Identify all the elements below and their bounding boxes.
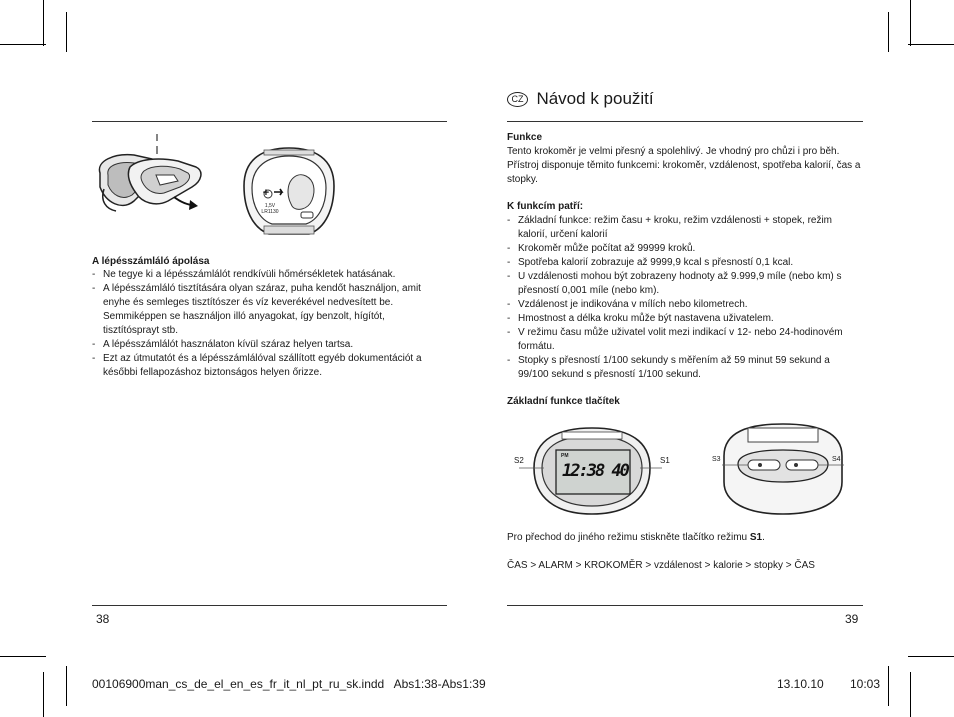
crop-mark xyxy=(66,12,67,52)
list-item: - U vzdálenosti mohou být zobrazeny hodnoty až 9.999,9 míle (nebo km) s přesností 0,001 míle (nebo km). xyxy=(507,270,859,298)
care-list xyxy=(92,268,442,380)
mode-sequence: ČAS > ALARM > KROKOMĚR > vzdálenost > kalorie > stopky > ČAS xyxy=(507,560,815,571)
lcd-time-readout: 12:38 40 xyxy=(562,461,628,481)
button-label-s2: S2 xyxy=(514,456,524,465)
crop-mark xyxy=(0,656,46,657)
crop-mark xyxy=(910,0,911,46)
battery-label: 1,5V LR1130 xyxy=(261,203,279,215)
buttons-heading: Základní funkce tlačítek xyxy=(507,396,620,407)
features-list xyxy=(507,214,859,382)
crop-mark xyxy=(908,44,954,45)
section-title-care: A lépésszámláló ápolása xyxy=(92,256,210,267)
footer-filename: 00106900man_cs_de_el_en_es_fr_it_nl_pt_ru_sk.indd Abs1:38-Abs1:39 xyxy=(92,677,486,691)
funkce-text: Tento krokoměr je velmi přesný a spolehlivý. Je vhodný pro chůzi i pro běh. Přístroj disponuje těmito funkcemi: krokoměr, vzdálenost, spotřeba kalorií, čas a stopky. xyxy=(507,146,861,185)
battery-compartment-illustration xyxy=(234,146,344,238)
list-item: - V režimu času může uživatel volit mezi indikací v 12- nebo 24-hodinovém formátu. xyxy=(507,326,859,354)
list-item: - Stopky s přesností 1/100 sekundy s měřením až 59 minut 59 sekund a 99/100 sekund s přesností 1/100 sekund. xyxy=(507,354,859,382)
mode-button-name: S1 xyxy=(749,532,763,543)
list-item: - Základní funkce: režim času + kroku, režim vzdálenosti + stopek, režim kalorií, určení kalorií xyxy=(507,214,859,242)
top-rule-left xyxy=(92,121,447,122)
crop-mark xyxy=(888,666,889,706)
bottom-rule-left xyxy=(92,605,447,606)
battery-plus-sign: + xyxy=(262,187,270,199)
list-item: - Spotřeba kalorií zobrazuje až 9999,9 kcal s přesností 0,1 kcal. xyxy=(507,256,859,270)
crop-mark xyxy=(66,666,67,706)
clip-illustration xyxy=(94,131,206,216)
page-title-row xyxy=(507,89,654,109)
list-item: - A lépésszámláló tisztítására olyan száraz, puha kendőt használjon, amit enyhe és semleges tisztítószer és víz keverékével nedvesített be. Semmiképpen se használjon illó anyagokat, így benzolt, hígítót, tisztítósprayt stb. xyxy=(92,282,442,338)
mode-switch-prefix: Pro přechod do jiného režimu stiskněte tlačítko režimu xyxy=(507,532,750,543)
crop-mark xyxy=(43,672,44,717)
button-label-s4: S4 xyxy=(832,456,841,463)
list-item: - Hmostnost a délka kroku může být nastavena uživatelem. xyxy=(507,312,859,326)
button-label-s1: S1 xyxy=(660,456,670,465)
footer-date: 13.10.10 xyxy=(777,677,824,691)
pedometer-back-diagram xyxy=(708,420,858,520)
mode-switch-suffix: . xyxy=(762,532,765,543)
lcd-pm-indicator: PM xyxy=(561,453,569,459)
bottom-rule-right xyxy=(507,605,863,606)
page-number-right: 39 xyxy=(845,612,859,626)
list-item: - Vzdálenost je indikována v mílích nebo kilometrech. xyxy=(507,298,859,312)
crop-mark xyxy=(910,672,911,717)
lang-badge: CZ xyxy=(507,92,528,107)
button-label-s3: S3 xyxy=(712,456,721,463)
funkce-heading: Funkce xyxy=(507,132,543,143)
footer-time: 10:03 xyxy=(850,677,881,691)
page-number-left: 38 xyxy=(96,612,110,626)
crop-mark xyxy=(0,44,46,45)
crop-mark xyxy=(908,656,954,657)
top-rule-right xyxy=(507,121,863,122)
crop-mark xyxy=(43,0,44,46)
list-item: - A lépésszámlálót használaton kívül száraz helyen tartsa. xyxy=(92,338,442,352)
list-item: - Krokoměr může počítat až 99999 kroků. xyxy=(507,242,859,256)
pedometer-front-diagram xyxy=(510,420,675,520)
crop-mark xyxy=(888,12,889,52)
list-item: - Ne tegye ki a lépésszámlálót rendkívüli hőmérsékletek hatásának. xyxy=(92,268,442,282)
k-funkcim-heading: K funkcím patří: xyxy=(507,201,584,212)
page-title: Návod k použití xyxy=(536,89,654,108)
list-item: - Ezt az útmutatót és a lépésszámlálóval szállított egyéb dokumentációt a későbbi fellapozáshoz biztonságos helyen őrizze. xyxy=(92,352,442,380)
mode-switch-text xyxy=(507,531,765,545)
